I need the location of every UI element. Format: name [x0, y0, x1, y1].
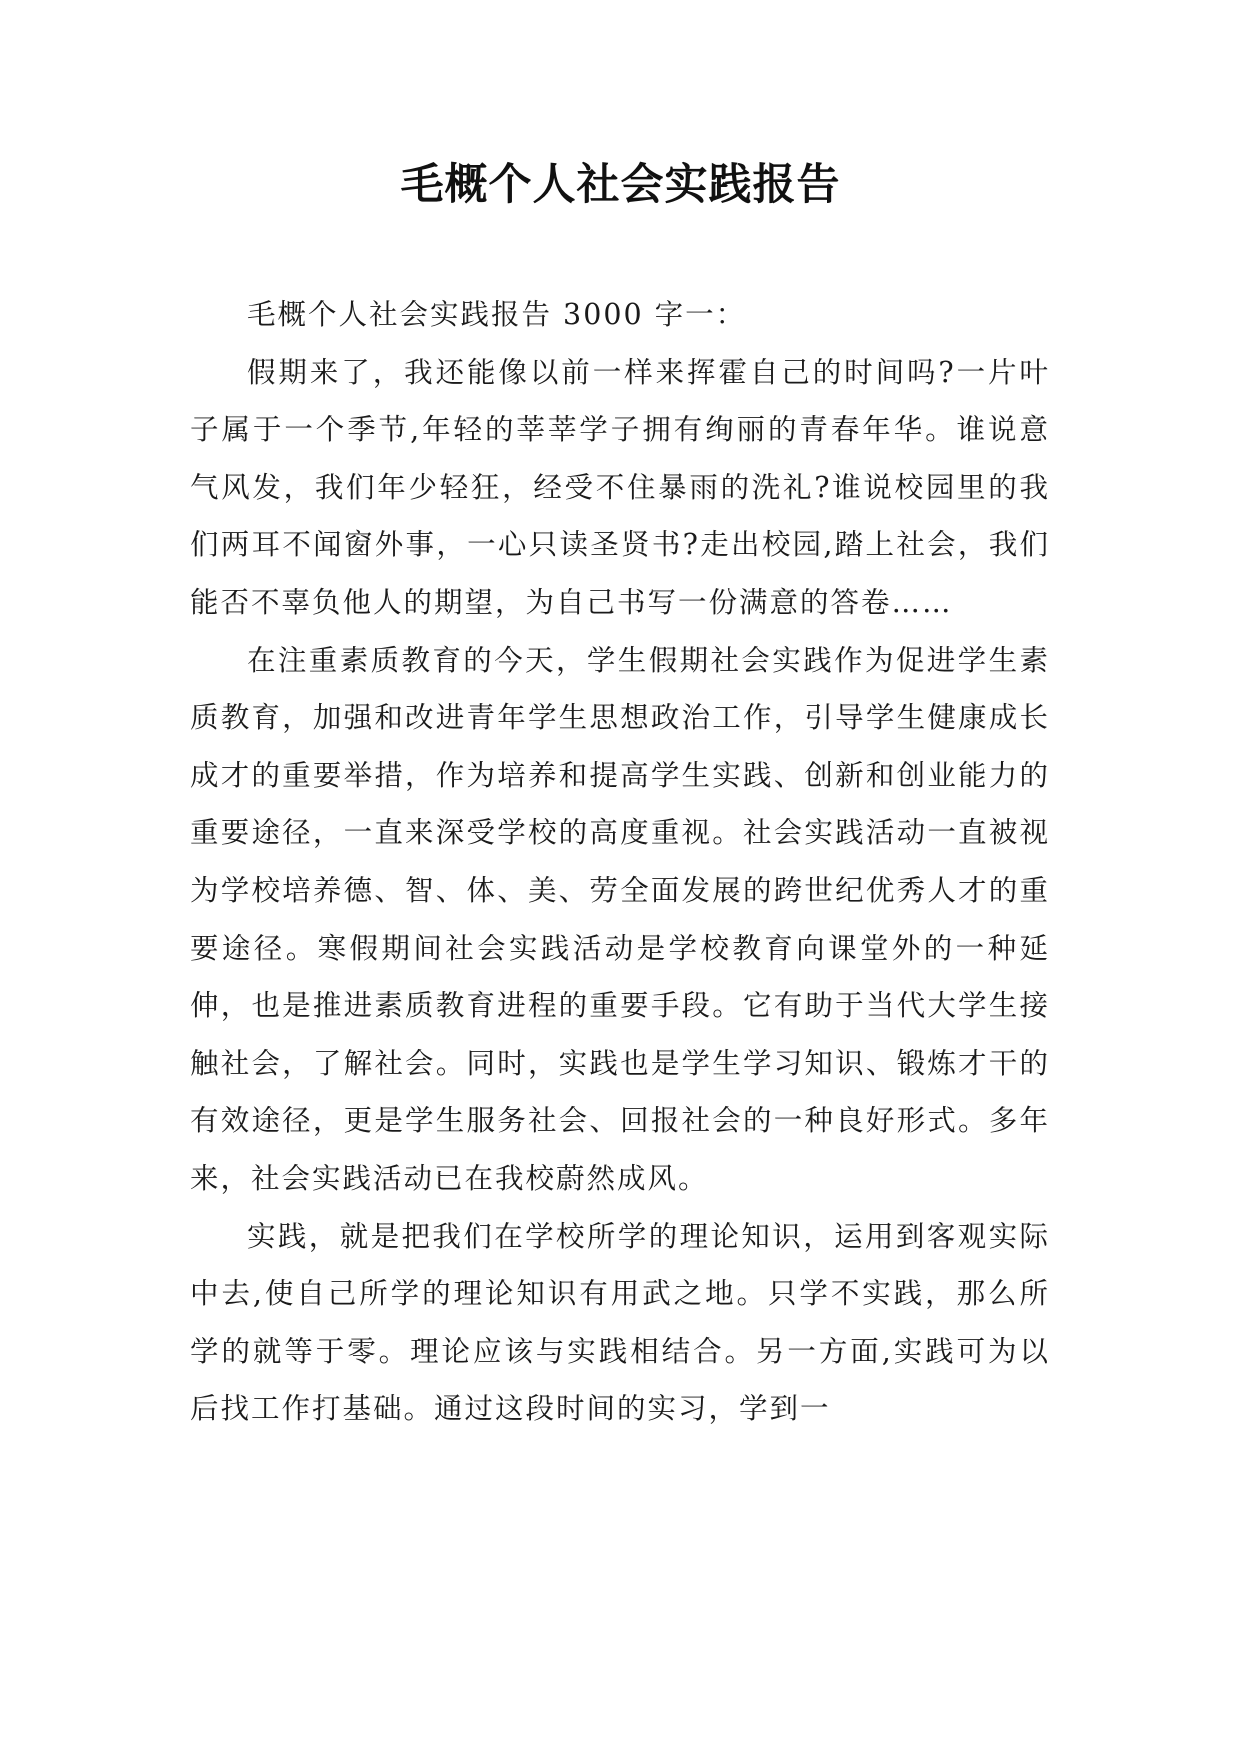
document-title: 毛概个人社会实践报告 [400, 160, 841, 210]
paragraph: 假期来了，我还能像以前一样来挥霍自己的时间吗?一片叶子属于一个季节,年轻的莘莘学子拥有绚丽的青春年华。谁说意气风发，我们年少轻狂，经受不住暴雨的洗礼?谁说校园里的我们两耳不闻窗外事，一心只读圣贤书?走出校园,踏上社会，我们能否不辜负他人的期望，为自己书写一份满意的答卷…… [190, 355, 1050, 619]
paragraph-subtitle: 毛概个人社会实践报告 3000 字一： [247, 298, 747, 331]
document-body [190, 286, 1050, 1438]
paragraph: 在注重素质教育的今天，学生假期社会实践作为促进学生素质教育，加强和改进青年学生思想政治工作，引导学生健康成长成才的重要举措，作为培养和提高学生实践、创新和创业能力的重要途径，一直来深受学校的高度重视。社会实践活动一直被视为学校培养德、智、体、美、劳全面发展的跨世纪优秀人才的重要途径。寒假期间社会实践活动是学校教育向课堂外的一种延伸，也是推进素质教育进程的重要手段。它有助于当代大学生接触社会，了解社会。同时，实践也是学生学习知识、锻炼才干的有效途径，更是学生服务社会、回报社会的一种良好形式。多年来，社会实践活动已在我校蔚然成风。 [190, 643, 1050, 1195]
paragraph: 实践，就是把我们在学校所学的理论知识，运用到客观实际中去,使自己所学的理论知识有用武之地。只学不实践，那么所学的就等于零。理论应该与实践相结合。另一方面,实践可为以后找工作打基础。通过这段时间的实习，学到一 [190, 1219, 1050, 1426]
